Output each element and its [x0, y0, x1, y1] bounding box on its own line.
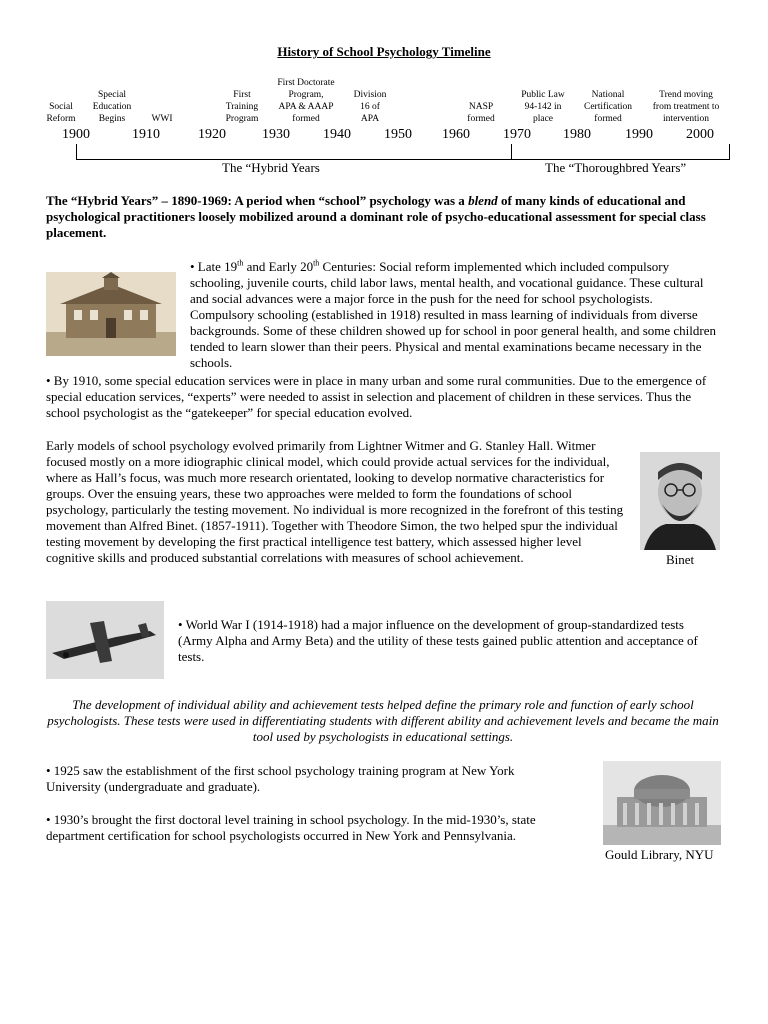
page-title: History of School Psychology Timeline — [277, 44, 491, 59]
timeline-event: Special Education Begins — [92, 90, 132, 124]
year-label: 2000 — [686, 127, 714, 142]
timeline-event: Trend moving from treatment to intervention — [652, 90, 720, 124]
timeline-event: Division 16 of APA — [353, 90, 387, 124]
hybrid-years-heading: The “Hybrid Years” – 1890-1969: A period when “school” psychology was a blend of many kinds of educational and psychological practitioners loosely mobilized around a dominant role of psycho-educational assessment for special class placement. — [46, 193, 706, 240]
late-19th-century-paragraph: • Late 19th and Early 20th Centuries: Social reform implemented which included compulsory schooling, juvenile courts, child labor laws, mental health, and vocational guidance. These cultural and social advances were a major force in the push for the need for school psychologists. Compulsory schooling (established in 1918) resulted in mass learning of individuals from diverse backgrounds. Some of these children showed up for school in poor general health, and some children tended to learn slower than their peers. Physical and mental examinations became necessary in the schools. — [190, 258, 716, 370]
wwi-paragraph: • World War I (1914-1918) had a major influence on the development of group-standardized tests (Army Alpha and Army Beta) and the utility of these tests gained public attention and acceptance of tests. — [178, 617, 698, 664]
timeline-tick — [511, 144, 512, 160]
year-label: 1940 — [323, 127, 351, 142]
era-hybrid: The “Hybrid Years — [222, 160, 320, 175]
timeline-tick — [76, 144, 77, 160]
1925-paragraph: • 1925 saw the establishment of the first school psychology training program at New York University (undergraduate and graduate). — [46, 763, 515, 794]
year-label: 1910 — [132, 127, 160, 142]
timeline-event: Public Law 94-142 in place — [521, 90, 565, 124]
1930s-paragraph: • 1930’s brought the first doctoral level training in school psychology. In the mid-1930’s, state department certification for school psychologists occurred in New York and Pennsylvania. — [46, 812, 536, 843]
timeline-event: NASP formed — [467, 102, 495, 124]
binet-caption: Binet — [666, 552, 695, 567]
gould-library-caption: Gould Library, NYU — [605, 847, 714, 862]
year-label: 1960 — [442, 127, 470, 142]
by-1910-paragraph: • By 1910, some special education services were in place in many urban and some rural communities. Due to the emergence of special education services, “experts” were needed to assist in selection and placement of children in these services. Thus the school psychologist as the “gatekeeper” for special education evolved. — [46, 373, 707, 420]
year-label: 1930 — [262, 127, 290, 142]
era-thoroughbred: The “Thoroughbred Years” — [545, 160, 687, 175]
early-models-paragraph: Early models of school psychology evolved primarily from Lightner Witmer and G. Stanley Hall. Witmer focused mostly on a more idiographic clinical model, which could provide actual services for the individual, where as Hall’s focus, was much more research orientated, looking to develop normative characteristics for groups. Over the ensuing years, these two approaches were melded to form the foundations of school psychology, particularly the testing movement. No individual is more recognized in the forefront of this testing movement than Alfred Binet. (1857-1911). Together with Theodore Simon, the two helped spur the individual testing movement by developing the first practical intelligence test battery, which assessed higher level cognitive skills and produced substantial correlations with measures of school achievement. — [46, 438, 624, 565]
timeline-event: National Certification formed — [583, 90, 632, 124]
timeline-event: WWI — [151, 114, 173, 124]
timeline-event: Social Reform — [46, 102, 76, 124]
timeline-event: First Training Program — [225, 90, 259, 124]
timeline-event: First Doctorate Program, APA & AAAP formed — [277, 78, 335, 124]
year-label: 1990 — [625, 127, 653, 142]
airplane-photo — [46, 601, 164, 679]
year-label: 1900 — [62, 127, 90, 142]
gould-library-photo — [603, 761, 721, 845]
timeline-tick — [729, 144, 730, 160]
binet-photo — [640, 452, 720, 550]
testing-role-note: The development of individual ability and achievement tests helped define the primary role and function of early school psychologists. These tests were used in differentiating students with different ability and achievement levels and became the main tool used by psychologists in educational settings. — [47, 697, 719, 744]
year-label: 1950 — [384, 127, 412, 142]
schoolhouse-photo — [46, 272, 176, 356]
year-label: 1980 — [563, 127, 591, 142]
year-label: 1920 — [198, 127, 226, 142]
year-label: 1970 — [503, 127, 531, 142]
